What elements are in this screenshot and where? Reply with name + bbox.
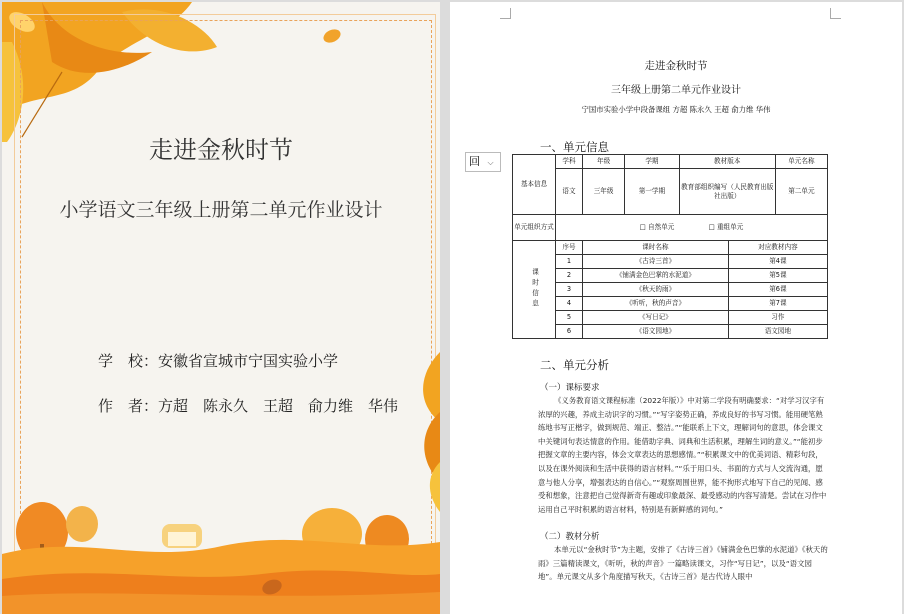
option-label: 自然单元 <box>648 223 675 231</box>
table-cell: 语文园地 <box>728 325 827 339</box>
doc-title: 走进金秋时节 <box>644 60 708 72</box>
table-row-label: 基本信息 <box>513 155 556 215</box>
layout-icon: 回 <box>469 155 480 168</box>
table-header: 学科 <box>556 155 583 169</box>
curriculum-paragraph: 《义务教育语文课程标准（2022年版）》中对第二学段有明确要求：“对学习汉字有浓厚的兴趣，养成主动识字的习惯。”“写字姿势正确，养成良好的书写习惯。能用硬笔熟练地书写正楷字，做到规范、端正、整洁。”“能联系上下文，理解词句的意思，体会课文中关键词句表达情意的作用。能借助字典、词典和生活积累，理解生词的意义。”“能初步把握文章的主要内容，体会文章表达的思想感情。”“积累课文中的优美词语、精彩句段，以及在课外阅读和生活中获得的语言材料。”“乐于用口头、书面的方式与人交流沟通，愿意与他人分享，增强表达的自信心。”“观察周围世界，能不拘形式地写下自己的见闻、感受和想象，注意把自己觉得新奇有趣或印象最深、最受感动的内容写清楚。尝试在习作中运用自己平时积累的语言材料，特别是有新鲜感的词句。” <box>538 396 827 514</box>
table-header: 年级 <box>583 155 625 169</box>
table-cell: 语文 <box>556 169 583 215</box>
table-cell: 4 <box>556 297 583 311</box>
table-cell: 《写日记》 <box>583 311 729 325</box>
table-cell: 1 <box>556 255 583 269</box>
cover-school: 学 校：安徽省宣城市宁国实验小学 <box>98 352 339 370</box>
table-cell: 第7课 <box>728 297 827 311</box>
table-row <box>513 269 828 283</box>
table-cell: 第6课 <box>728 283 827 297</box>
section-unit-info: 一、单元信息 <box>540 140 609 154</box>
cover-subtitle: 小学语文三年级上册第二单元作业设计 <box>59 199 383 221</box>
table-row <box>513 255 828 269</box>
table-header: 对应教材内容 <box>728 241 827 255</box>
table-cell: 三年级 <box>583 169 625 215</box>
table-cell: 习作 <box>728 311 827 325</box>
table-row <box>513 311 828 325</box>
document-page <box>450 2 902 614</box>
option-label: 重组单元 <box>716 223 744 231</box>
table-cell: 教育部组织编写（人民教育出版社出版） <box>679 169 775 215</box>
table-cell: 第4课 <box>728 255 827 269</box>
section-unit-analysis: 二、单元分析 <box>540 358 609 372</box>
textbook-paragraph: 本单元以“金秋时节”为主题，安排了《古诗三首》《铺满金色巴掌的水泥道》《秋天的雨》三篇精读课文，《听听，秋的声音》一篇略读课文，习作“写日记”，以及“语文园地”。单元课文从多个角度描写秋天，《古诗三首》是古代诗人眼中 <box>538 545 828 582</box>
unit-org-options <box>556 215 828 241</box>
table-cell: 5 <box>556 311 583 325</box>
table-cell: 《听听，秋的声音》 <box>583 297 729 311</box>
table-cell: 3 <box>556 283 583 297</box>
view-layout-button[interactable] <box>465 152 501 172</box>
table-cell: 6 <box>556 325 583 339</box>
table-header: 教材版本 <box>679 155 775 169</box>
table-cell: 《秋天的雨》 <box>583 283 729 297</box>
cover-dashed-border <box>20 20 432 554</box>
cover-page <box>2 2 440 614</box>
page-corner-mark <box>500 8 511 19</box>
table-row-label: 单元组织方式 <box>513 215 556 241</box>
table-row <box>513 283 828 297</box>
table-cell: 2 <box>556 269 583 283</box>
table-cell: 第一学期 <box>625 169 679 215</box>
table-header: 学期 <box>625 155 679 169</box>
table-header: 课时名称 <box>583 241 729 255</box>
chevron-down-icon: ⌵ <box>487 158 494 167</box>
checkbox-icon[interactable]: □ <box>639 223 646 231</box>
doc-subtitle: 三年级上册第二单元作业设计 <box>611 85 741 96</box>
subsection-curriculum: （一）课标要求 <box>540 383 600 393</box>
table-row-label: 课时信息 <box>513 241 556 339</box>
cover-authors: 作 者：方超 陈永久 王超 俞力维 华伟 <box>98 397 399 415</box>
doc-authors: 宁国市实验小学中段备课组 方超 陈永久 王超 俞力维 华伟 <box>581 105 771 114</box>
table-header: 序号 <box>556 241 583 255</box>
page-corner-mark <box>830 8 841 19</box>
subsection-textbook: （二）教材分析 <box>540 532 600 542</box>
table-cell: 第5课 <box>728 269 827 283</box>
table-row <box>513 297 828 311</box>
cover-title: 走进金秋时节 <box>149 136 293 164</box>
table-cell: 第二单元 <box>775 169 827 215</box>
autumn-landscape-illustration <box>2 484 440 614</box>
table-cell: 《语文园地》 <box>583 325 729 339</box>
table-header: 单元名称 <box>775 155 827 169</box>
table-cell: 《古诗三首》 <box>583 255 729 269</box>
checkbox-icon[interactable]: □ <box>708 223 715 231</box>
table-cell: 《铺满金色巴掌的水泥道》 <box>583 269 729 283</box>
table-row <box>513 325 828 339</box>
unit-info-table <box>512 154 828 339</box>
